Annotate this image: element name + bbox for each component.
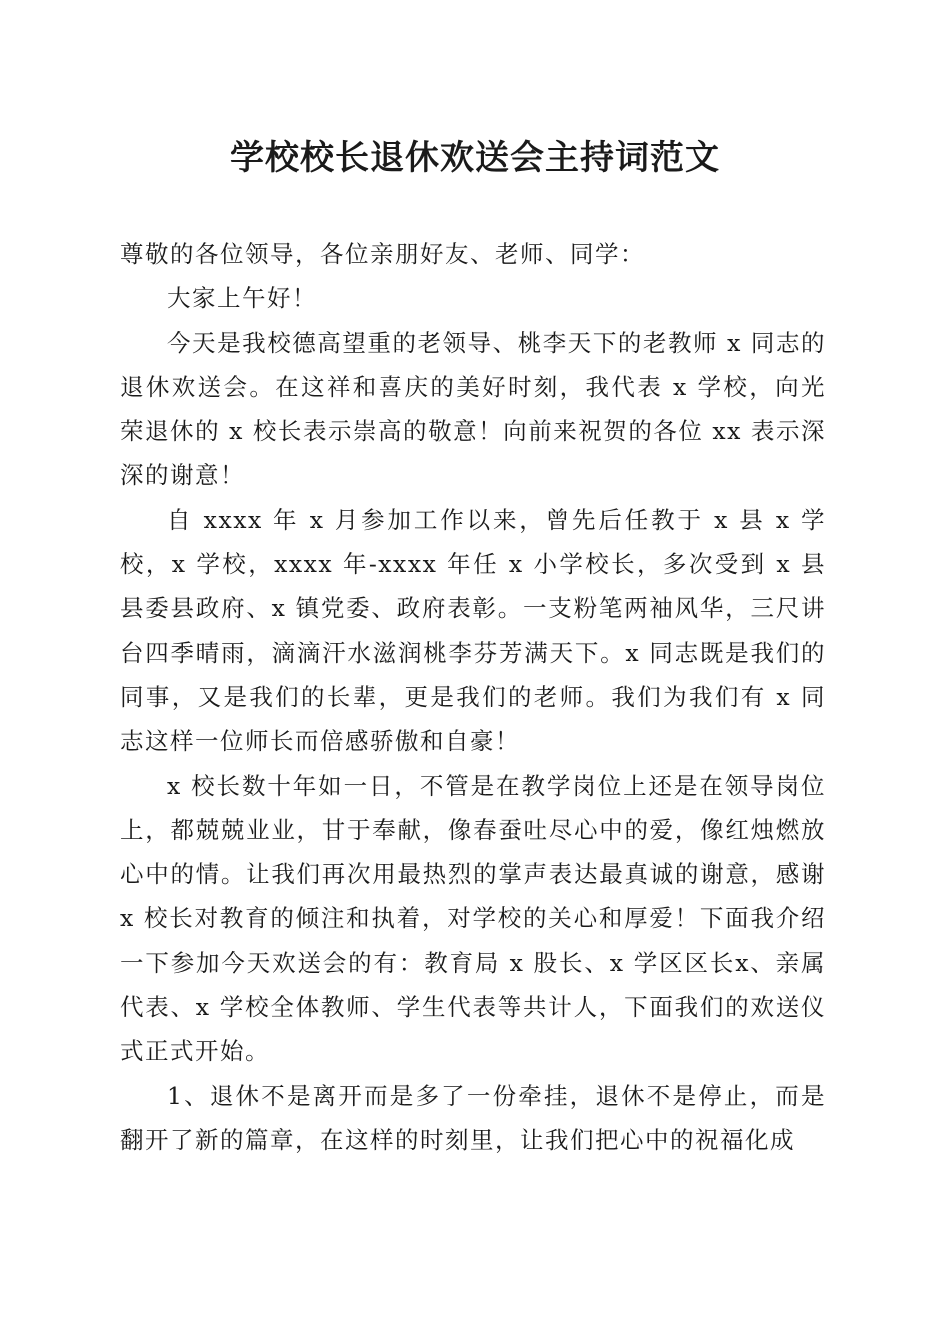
document-body [120, 232, 826, 1162]
body-paragraph: 今天是我校德高望重的老领导、桃李天下的老教师 x 同志的退休欢送会。在这祥和喜庆的美好时刻，我代表 x 学校，向光荣退休的 x 校长表示崇高的敬意！向前来祝贺的各位 xx 表示深深的谢意！ [120, 328, 826, 490]
document-title: 学校校长退休欢送会主持词范文 [230, 138, 720, 178]
greeting-paragraph: 大家上午好！ [167, 284, 317, 313]
numbered-paragraph: 1、退休不是离开而是多了一份牵挂，退休不是停止，而是翻开了新的篇章，在这样的时刻里，让我们把心中的祝福化成 [120, 1081, 826, 1154]
salutation-paragraph: 尊敬的各位领导，各位亲朋好友、老师、同学： [120, 240, 645, 268]
body-paragraph: x 校长数十年如一日，不管是在教学岗位上还是在领导岗位上，都兢兢业业，甘于奉献，像春蚕吐尽心中的爱，像红烛燃放心中的情。让我们再次用最热烈的掌声表达最真诚的谢意，感谢 x 校长对教育的倾注和执着，对学校的关心和厚爱！下面我介绍一下参加今天欢送会的有：教育局 x 股长、x 学区区长x、亲属代表、x 学校全体教师、学生代表等共计人，下面我们的欢送仪式正式开始。 [120, 771, 826, 1066]
body-paragraph: 自 xxxx 年 x 月参加工作以来，曾先后任教于 x 县 x 学校，x 学校，xxxx 年-xxxx 年任 x 小学校长，多次受到 x 县县委县政府、x 镇党委、政府表彰。一支粉笔两袖风华，三尺讲台四季晴雨，滴滴汗水滋润桃李芬芳满天下。x 同志既是我们的同事，又是我们的长辈，更是我们的老师。我们为我们有 x 同志这样一位师长而倍感骄傲和自豪！ [120, 505, 826, 756]
